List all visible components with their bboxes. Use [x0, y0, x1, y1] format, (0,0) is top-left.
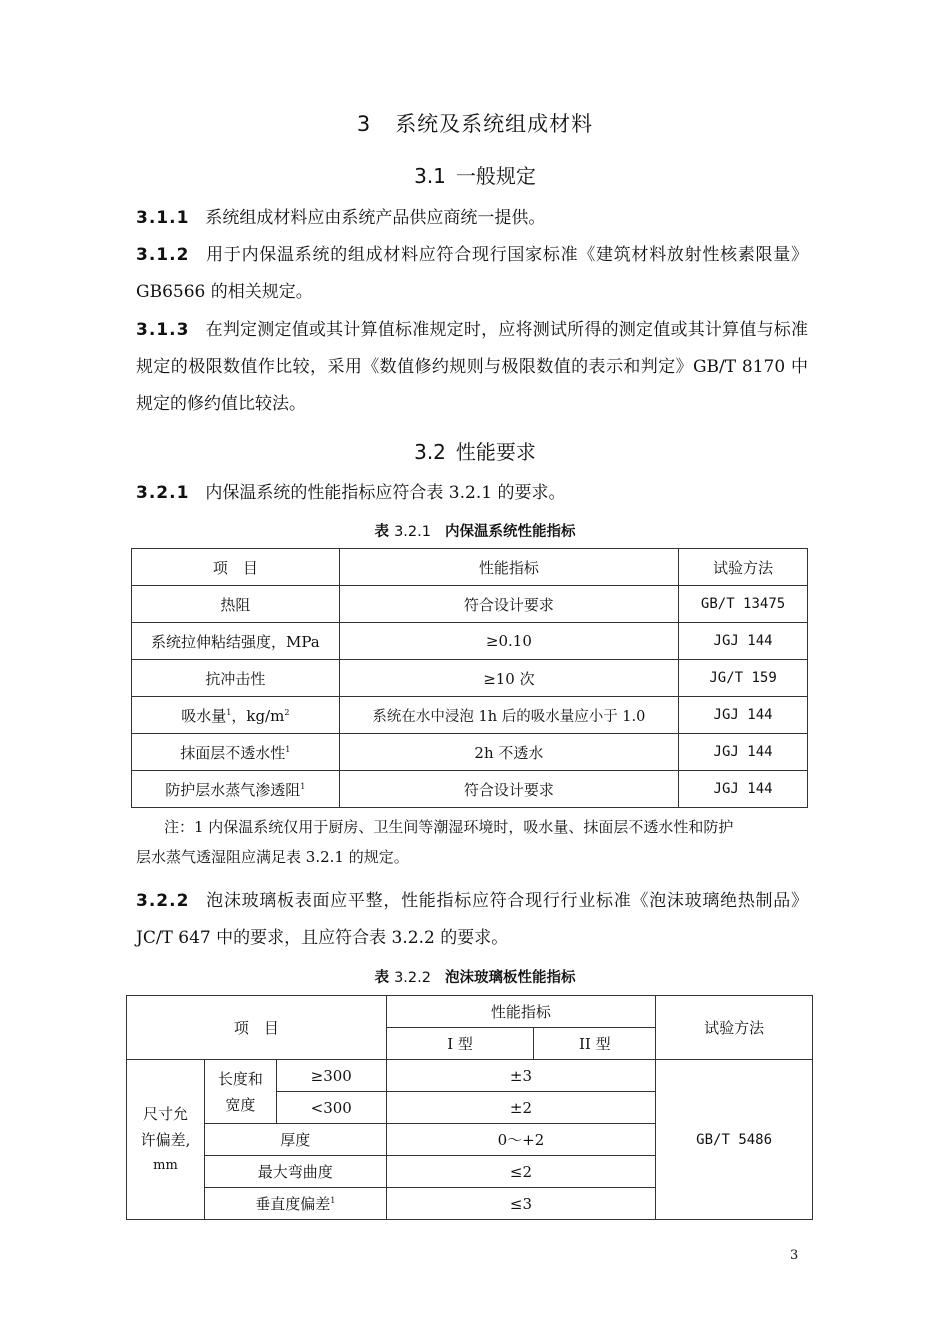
row-method: JGJ 144: [679, 734, 808, 771]
row-value: 系统在水中浸泡 1h 后的吸水量应小于 1.0: [339, 697, 678, 734]
header-type-2: II 型: [534, 1028, 656, 1060]
group-label: 尺寸允 许偏差, mm: [127, 1060, 205, 1220]
row-value: 符合设计要求: [339, 771, 678, 808]
table-header-row: [132, 549, 808, 586]
clause-number: 3.1.2: [136, 245, 190, 265]
note-line: 注：1 内保温系统仅用于厨房、卫生间等潮湿环境时，吸水量、抹面层不透水性和防护: [164, 818, 734, 836]
row-method: JGJ 144: [679, 771, 808, 808]
caption-title: 泡沫玻璃板性能指标: [444, 970, 576, 986]
note-line: 层水蒸气透湿阻应满足表 3.2.1 的规定。: [136, 848, 409, 866]
table-3-2-1: [131, 548, 808, 808]
caption-prefix: 表: [374, 970, 390, 986]
table-note: [136, 812, 808, 872]
row-method: JGJ 144: [679, 623, 808, 660]
header-performance: 性能指标: [386, 996, 656, 1028]
table-header-row: [127, 996, 813, 1028]
row-item: 抹面层不透水性$^1$: [132, 734, 340, 771]
row-item: 垂直度偏差$^1$: [204, 1188, 386, 1220]
caption-prefix: 表: [374, 524, 390, 540]
row-method: GB/T 5486: [656, 1060, 813, 1220]
clause-3-2-2: [136, 883, 808, 957]
row-item: 抗冲击性: [132, 660, 340, 697]
chapter-number: 3: [356, 112, 372, 136]
header-method: 试验方法: [679, 549, 808, 586]
row-value: 符合设计要求: [339, 586, 678, 623]
header-performance: 性能指标: [339, 549, 678, 586]
row-item: 最大弯曲度: [204, 1156, 386, 1188]
row-item: 热阻: [132, 586, 340, 623]
row-value: ≤3: [386, 1188, 656, 1220]
chapter-title: 系统及系统组成材料: [395, 112, 594, 136]
table-row: [132, 697, 808, 734]
unit-exponent: 2: [284, 707, 290, 717]
footnote-marker: 1: [226, 707, 232, 717]
caption-title: 内保温系统性能指标: [444, 524, 576, 540]
table-row: [132, 660, 808, 697]
table-row: [132, 623, 808, 660]
row-value: ≤2: [386, 1156, 656, 1188]
clause-3-1-3: [136, 312, 808, 423]
row-method: GB/T 13475: [679, 586, 808, 623]
row-condition: <300: [276, 1092, 386, 1124]
table-row: [132, 734, 808, 771]
table-3-2-2: [126, 995, 813, 1220]
row-value: ≥10 次: [339, 660, 678, 697]
row-item: 系统拉伸粘结强度，MPa: [132, 623, 340, 660]
row-value: ≥0.10: [339, 623, 678, 660]
clause-3-1-2: [136, 237, 808, 311]
row-item: 厚度: [204, 1124, 386, 1156]
header-item: 项 目: [127, 996, 387, 1060]
section-heading-3-1: [0, 160, 950, 189]
row-value: ±3: [386, 1060, 656, 1092]
clause-text: 内保温系统的性能指标应符合表 3.2.1 的要求。: [205, 483, 566, 503]
section-title: 性能要求: [455, 440, 536, 464]
clause-number: 3.1.1: [136, 208, 190, 228]
page-number: 3: [790, 1248, 799, 1263]
row-condition: ≥300: [276, 1060, 386, 1092]
section-number: 3.1: [414, 164, 446, 188]
clause-text: 系统组成材料应由系统产品供应商统一提供。: [205, 208, 546, 228]
length-width-label: 长度和 宽度: [204, 1060, 276, 1124]
table-3-2-1-caption: [0, 520, 950, 541]
table-row: [132, 771, 808, 808]
header-method: 试验方法: [656, 996, 813, 1060]
table-row: [132, 586, 808, 623]
chapter-heading: [0, 108, 950, 138]
clause-number: 3.1.3: [136, 320, 190, 340]
clause-text: 泡沫玻璃板表面应平整，性能指标应符合现行行业标准《泡沫玻璃绝热制品》JC/T 647 中的要求，且应符合表 3.2.2 的要求。: [136, 891, 808, 948]
row-value: 0～+2: [386, 1124, 656, 1156]
section-title: 一般规定: [455, 164, 536, 188]
footnote-marker: 1: [330, 1196, 336, 1205]
caption-number: 3.2.1: [394, 524, 431, 540]
row-value: 2h 不透水: [339, 734, 678, 771]
clause-3-1-1: [136, 200, 808, 237]
clause-text: 在判定测定值或其计算值标准规定时，应将测试所得的测定值或其计算值与标准规定的极限数值作比较，采用《数值修约规则与极限数值的表示和判定》GB/T 8170 中规定的修约值比较法。: [136, 320, 808, 414]
clause-text: 用于内保温系统的组成材料应符合现行国家标准《建筑材料放射性核素限量》GB6566 的相关规定。: [136, 245, 808, 302]
row-method: JG/T 159: [679, 660, 808, 697]
header-item: 项 目: [132, 549, 340, 586]
table-row: [127, 1060, 813, 1092]
row-item: 吸水量$^1$，$kg/m^2$: [132, 697, 340, 734]
row-item: 防护层水蒸气渗透阻$^1$: [132, 771, 340, 808]
section-heading-3-2: [0, 436, 950, 465]
clause-number: 3.2.2: [136, 891, 190, 911]
row-value: ±2: [386, 1092, 656, 1124]
header-type-1: I 型: [386, 1028, 534, 1060]
caption-number: 3.2.2: [394, 970, 431, 986]
row-method: JGJ 144: [679, 697, 808, 734]
clause-number: 3.2.1: [136, 483, 190, 503]
clause-3-2-1: [136, 475, 808, 512]
footnote-marker: 1: [300, 781, 306, 791]
table-3-2-2-caption: [0, 966, 950, 987]
footnote-marker: 1: [285, 744, 291, 754]
section-number: 3.2: [414, 440, 446, 464]
